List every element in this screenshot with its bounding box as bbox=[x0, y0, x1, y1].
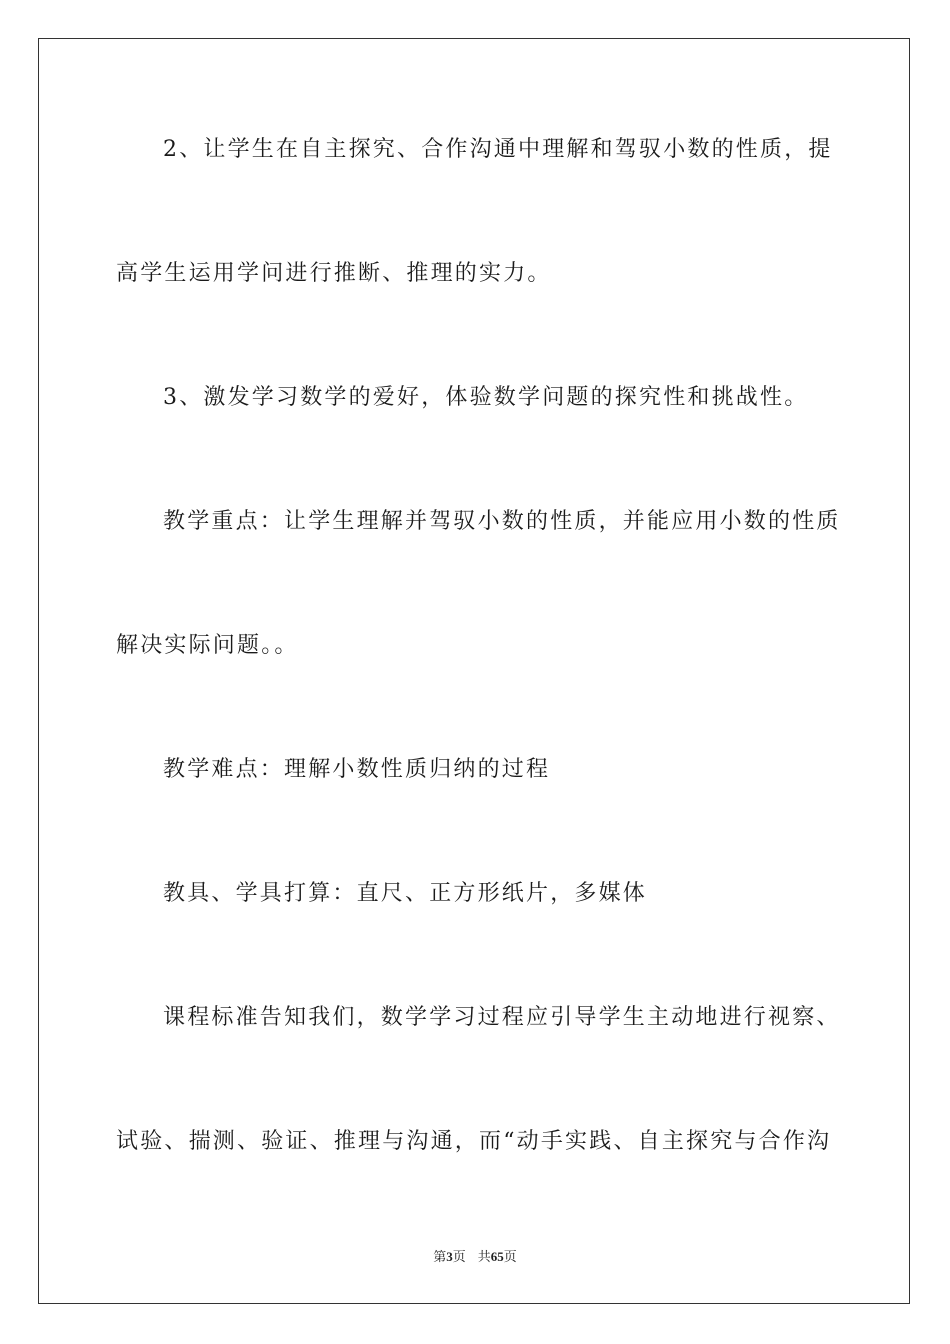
page-label-prefix: 第 bbox=[433, 1249, 447, 1264]
paragraph-line: 试验、揣测、验证、推理与沟通，而“动手实践、自主探究与合作沟 bbox=[116, 1129, 832, 1154]
page-border bbox=[38, 38, 910, 1304]
total-pages: 65 bbox=[490, 1249, 504, 1264]
paragraph-line: 解决实际问题。。 bbox=[116, 633, 299, 658]
page-label-suffix: 页 bbox=[452, 1249, 466, 1264]
paragraph-line: 2、让学生在自主探究、合作沟通中理解和驾驭小数的性质，提 bbox=[163, 137, 833, 162]
paragraph-line: 教学难点：理解小数性质归纳的过程 bbox=[163, 757, 551, 782]
paragraph-line: 课程标准告知我们，数学学习过程应引导学生主动地进行视察、 bbox=[163, 1005, 841, 1030]
page-number: 3 bbox=[446, 1249, 453, 1264]
total-label-prefix: 共 bbox=[477, 1249, 491, 1264]
paragraph-line: 高学生运用学问进行推断、推理的实力。 bbox=[116, 261, 552, 286]
paragraph-line: 3、激发学习数学的爱好，体验数学问题的探究性和挑战性。 bbox=[163, 385, 809, 410]
total-label-suffix: 页 bbox=[503, 1249, 517, 1264]
paragraph-line: 教学重点：让学生理解并驾驭小数的性质，并能应用小数的性质 bbox=[163, 509, 841, 534]
page-footer bbox=[0, 1248, 950, 1266]
paragraph-line: 教具、学具打算：直尺、正方形纸片，多媒体 bbox=[163, 881, 648, 906]
